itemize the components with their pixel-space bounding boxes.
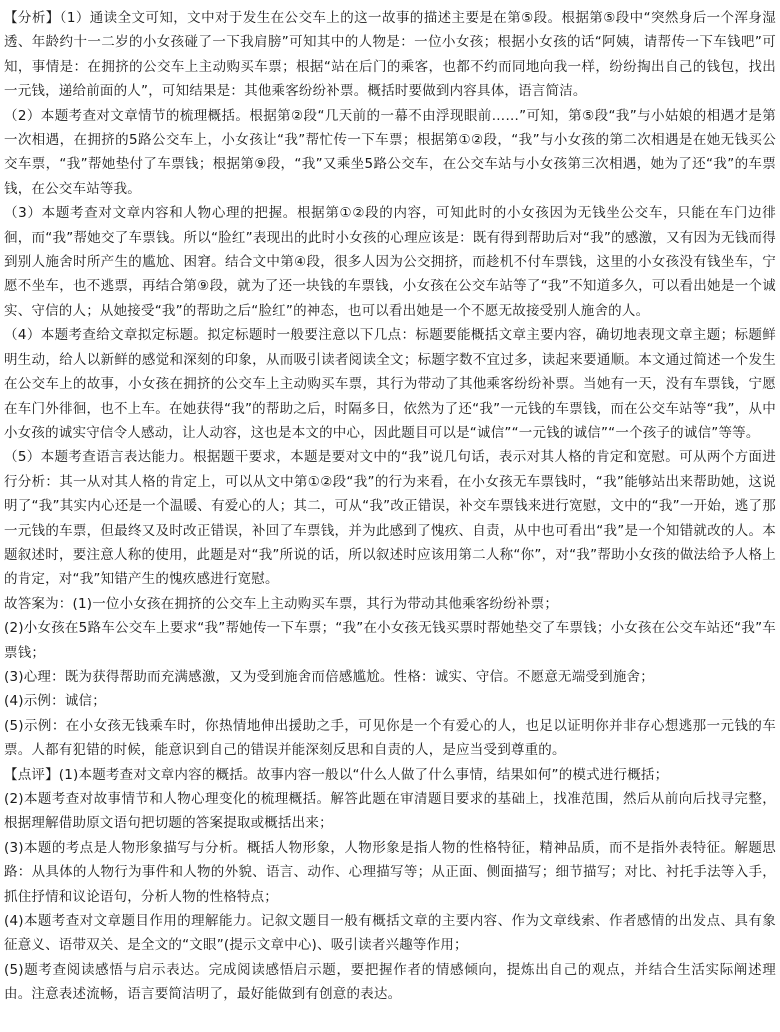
- analysis-part-2: （2）本题考查对文章情节的梳理概括。根据第②段“几天前的一幕不由浮现眼前……”可知，第⑤段“我”与小姑娘的相遇才是第一次相遇，在拥挤的5路公交车上，小女孩让“我”帮忙传一下车票；根据第①②段，“我”与小女孩的第二次相遇是在她无钱买公交车票，“我”帮她垫付了车票钱；根据第⑨段，“我”又乘坐5路公交车，在公交车站与小女孩第三次相遇，她为了还“我”的车票钱，在公交车站等我。: [4, 107, 776, 197]
- comment-2: (2)本题考查对故事情节和人物心理变化的梳理概括。解答此题在审清题目要求的基础上，找准范围，然后从前向后找寻完整，根据理解借助原文语句把切题的答案提取或概括出来；: [4, 791, 776, 832]
- analysis-part-5: （5）本题考查语言表达能力。根据题干要求，本题是要对文中的“我”说几句话，表示对其人格的肯定和宽慰。可从两个方面进行分析：其一从对其人格的肯定上，可以从文中第①②段“我”的行为来看，在小女孩无车票钱时，“我”能够站出来帮助她，这说明了“我”其实内心还是一个温暖、有爱心的人；其二，可从“我”改正错误，补交车票钱来进行宽慰，文中的“我”一开始，逃了那一元钱的车票，但最终又及时改正错误，补回了车票钱，并为此感到了愧疚、自责，从中也可看出“我”是一个知错就改的人。本题叙述时，要注意人称的使用，此题是对“我”所说的话，所以叙述时应该用第二人称“你”，对“我”帮助小女孩的做法给予人格上的肯定，对“我”知错产生的愧疚感进行宽慰。: [4, 449, 776, 588]
- analysis-part-3: （3）本题考查对文章内容和人物心理的把握。根据第①②段的内容，可知此时的小女孩因为无钱坐公交车，只能在车门边徘徊，而“我”帮她交了车票钱。所以“脸红”表现出的此时小女孩的心理应该是：既有得到帮助后对“我”的感激，又有因为无钱而得到别人施舍时所产生的尴尬、困窘。结合文中第④段，很多人因为公交拥挤，而趁机不付车票钱，这里的小女孩没有钱坐车，宁愿不坐车，也不逃票，再结合第⑨段，就为了还一块钱的车票钱，小女孩在公交车站等了“我”不知道多久，可以看出她是一个诚实、守信的人；从她接受“我”的帮助之后“脸红”的神态，也可以看出她是一个不愿无故接受别人施舍的人。: [4, 205, 776, 319]
- comment-4: (4)本题考查对文章题目作用的理解能力。记叙文题目一般有概括文章的主要内容、作为文章线索、作者感情的出发点、具有象征意义、语带双关、是全文的“文眼”(提示文章中心)、吸引读者兴趣等作用；: [4, 913, 776, 954]
- analysis-part-1: 【分析】（1）通读全文可知，文中对于发生在公交车上的这一故事的描述主要是在第⑤段。根据第⑤段中“突然身后一个浑身湿透、年龄约十一二岁的小女孩碰了一下我肩膀”可知其中的人物是：一位小女孩；根据小女孩的话“阿姨，请帮传一下车钱吧”可知，事情是：在拥挤的公交车上主动购买车票；根据“站在后门的乘客，也都不约而同地向我一样，纷纷掏出自己的钱包，找出一元钱，递给前面的人”，可知结果是：其他乘客纷纷补票。概括时要做到内容具体，语言简洁。: [4, 10, 776, 100]
- comment-1: 【点评】(1)本题考查对文章内容的概括。故事内容一般以“什么人做了什么事情，结果如何”的模式进行概括；: [4, 766, 669, 783]
- analysis-part-4: （4）本题考查给文章拟定标题。拟定标题时一般要注意以下几点：标题要能概括文章主要内容，确切地表现文章主题；标题鲜明生动，给人以新鲜的感觉和深刻的印象，从而吸引读者阅读全文；标题字数不宜过多，读起来要通顺。本文通过简述一个发生在公交车上的故事，小女孩在拥挤的公交车上主动购买车票，其行为带动了其他乘客纷纷补票。当她有一天，没有车票钱，宁愿在车门外徘徊，也不上车。在她获得“我”的帮助之后，时隔多日，依然为了还“我”一元钱的车票钱，而在公交车站等“我”，从中小女孩的诚实守信令人感动，让人动容，这也是本文的中心，因此题目可以是“诚信”“一元钱的诚信”“一个孩子的诚信”等等。: [4, 327, 776, 441]
- comment-3: (3)本题的考点是人物形象描写与分析。概括人物形象，人物形象是指人物的性格特征，精神品质，而不是指外表特征。解题思路：从具体的人物行为事件和人物的外貌、语言、动作、心理描写等；从正面、侧面描写；细节描写；对比、衬托手法等入手，抓住抒情和议论语句，分析人物的性格特点；: [4, 839, 776, 905]
- answer-2: (2)小女孩在5路车公交车上要求“我”帮她传一下车票；“我”在小女孩无钱买票时帮她垫交了车票钱；小女孩在公交车站还“我”车票钱；: [4, 620, 776, 661]
- comment-5: (5)题考查阅读感悟与启示表达。完成阅读感悟启示题，要把握作者的情感倾向，提炼出自己的观点，并结合生活实际阐述理由。注意表述流畅，语言要简洁明了，最好能做到有创意的表达。: [4, 961, 776, 1003]
- answer-3: (3)心理：既为获得帮助而充满感激，又为受到施舍而倍感尴尬。性格：诚实、守信。不愿意无端受到施舍；: [4, 668, 654, 685]
- answer-4: (4)示例：诚信；: [4, 693, 106, 710]
- answer-1: 故答案为：(1)一位小女孩在拥挤的公交车上主动购买车票，其行为带动其他乘客纷纷补票；: [4, 595, 559, 612]
- answer-5: (5)示例：在小女孩无钱乘车时，你热情地伸出援助之手，可见你是一个有爱心的人，也足以证明你并非存心想逃那一元钱的车票。人都有犯错的时候，能意识到自己的错误并能深刻反思和自责的人，是应当受到尊重的。: [4, 717, 776, 759]
